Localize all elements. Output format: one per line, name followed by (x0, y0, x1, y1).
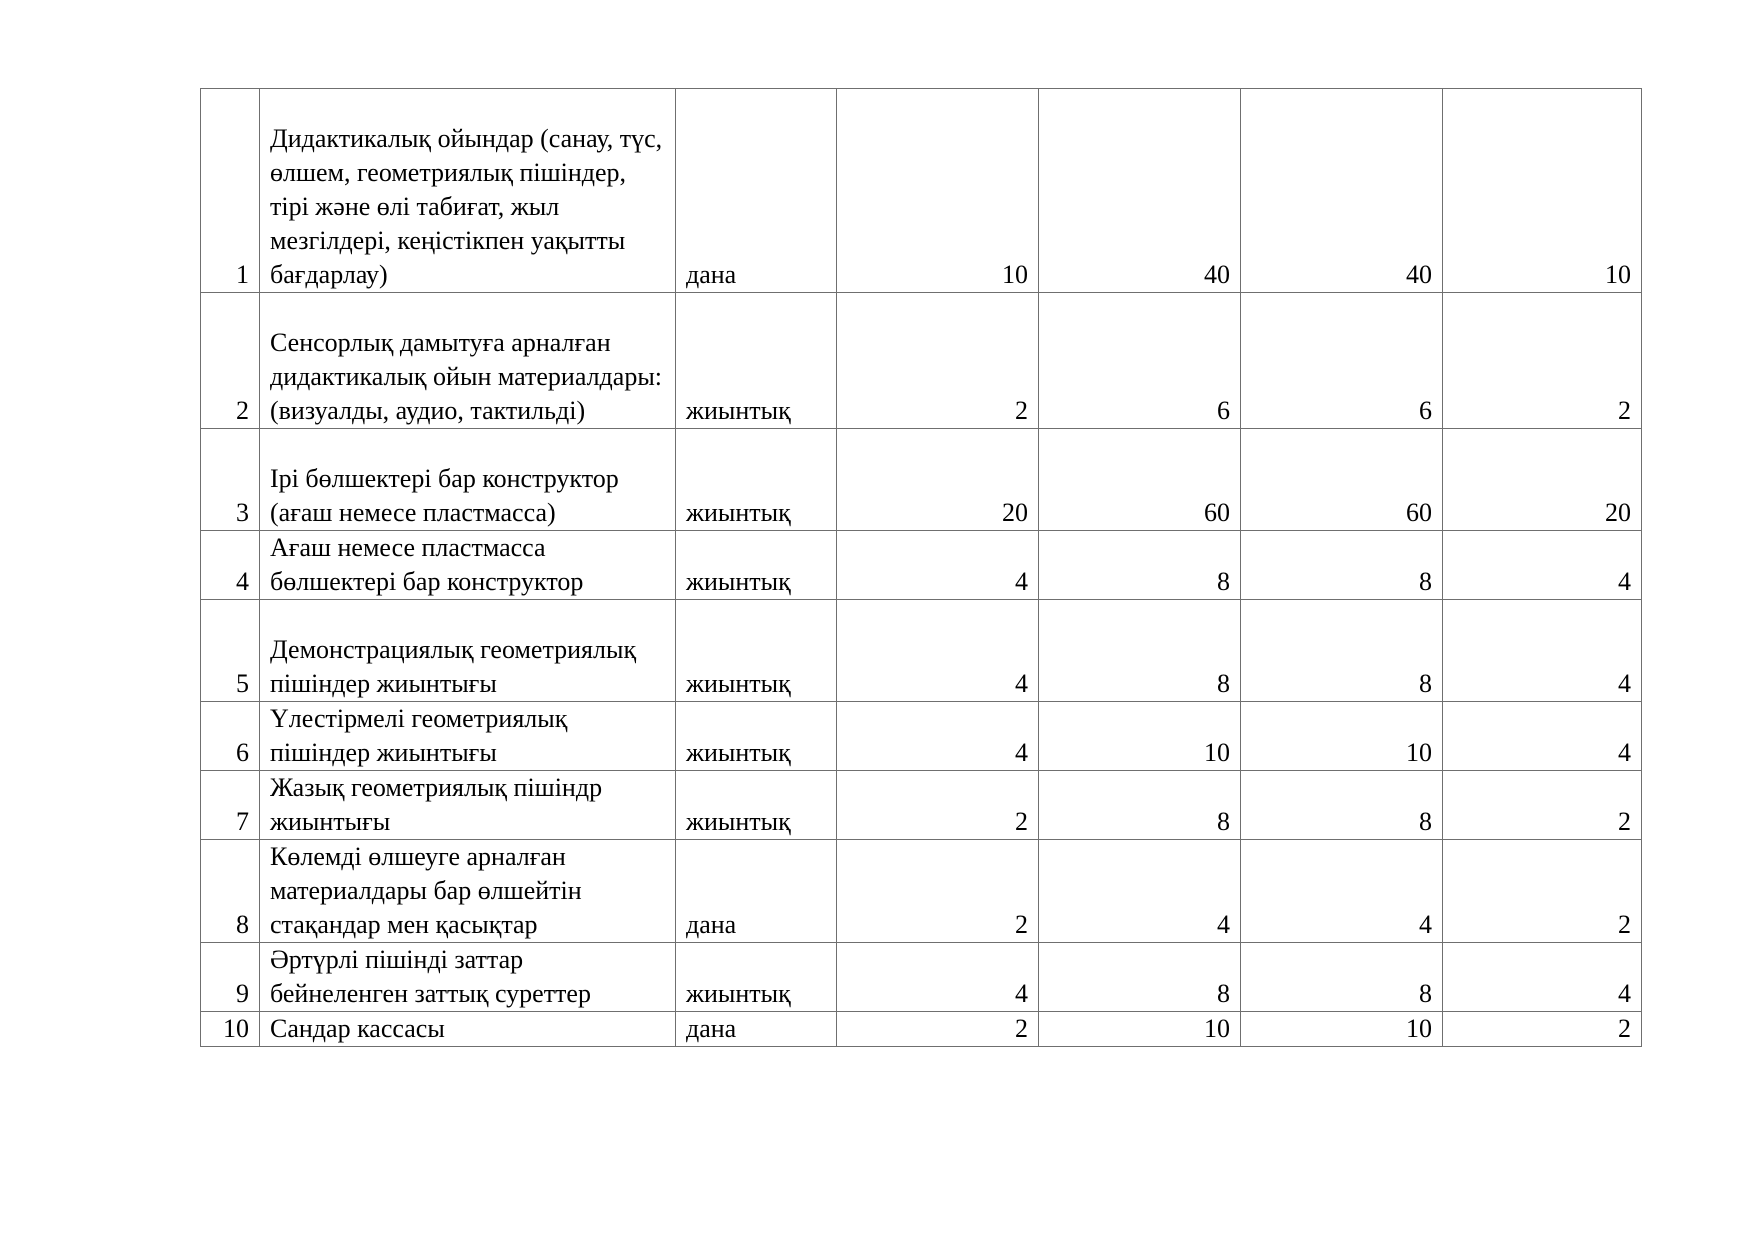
quantity-cell-2: 60 (1039, 429, 1241, 531)
item-name-cell: Үлестірмелі геометриялық пішіндер жиынтығы (260, 702, 676, 771)
quantity-cell-2: 6 (1039, 293, 1241, 429)
row-number-cell: 8 (201, 840, 260, 943)
unit-cell: жиынтық (676, 771, 837, 840)
quantity-cell-2: 8 (1039, 943, 1241, 1012)
quantity-cell-1: 4 (837, 600, 1039, 702)
quantity-cell-3: 4 (1241, 840, 1443, 943)
unit-cell: жиынтық (676, 600, 837, 702)
row-number-cell: 2 (201, 293, 260, 429)
item-name-cell: Ірі бөлшектері бар конструктор (ағаш немесе пластмасса) (260, 429, 676, 531)
table-row (201, 702, 1642, 771)
table-row (201, 89, 1642, 293)
unit-cell: дана (676, 840, 837, 943)
row-number-cell: 3 (201, 429, 260, 531)
quantity-cell-4: 10 (1443, 89, 1642, 293)
quantity-cell-3: 8 (1241, 531, 1443, 600)
quantity-cell-3: 8 (1241, 943, 1443, 1012)
inventory-table (200, 88, 1642, 1047)
item-name-cell: Әртүрлі пішінді заттар бейнеленген заттық суреттер (260, 943, 676, 1012)
unit-cell: дана (676, 89, 837, 293)
table-row (201, 429, 1642, 531)
item-name-cell: Көлемді өлшеуге арналған материалдары бар өлшейтін стақандар мен қасықтар (260, 840, 676, 943)
quantity-cell-3: 40 (1241, 89, 1443, 293)
item-name-cell: Демонстрациялық геометриялық пішіндер жиынтығы (260, 600, 676, 702)
quantity-cell-1: 2 (837, 771, 1039, 840)
quantity-cell-1: 4 (837, 531, 1039, 600)
table-row (201, 600, 1642, 702)
quantity-cell-2: 10 (1039, 702, 1241, 771)
quantity-cell-4: 2 (1443, 840, 1642, 943)
quantity-cell-3: 10 (1241, 1012, 1443, 1047)
unit-cell: жиынтық (676, 531, 837, 600)
quantity-cell-3: 8 (1241, 771, 1443, 840)
unit-cell: жиынтық (676, 293, 837, 429)
table-row (201, 840, 1642, 943)
quantity-cell-4: 4 (1443, 943, 1642, 1012)
row-number-cell: 7 (201, 771, 260, 840)
table-row (201, 943, 1642, 1012)
unit-cell: дана (676, 1012, 837, 1047)
row-number-cell: 9 (201, 943, 260, 1012)
unit-cell: жиынтық (676, 429, 837, 531)
quantity-cell-1: 4 (837, 943, 1039, 1012)
quantity-cell-3: 10 (1241, 702, 1443, 771)
table-row (201, 771, 1642, 840)
item-name-cell: Ағаш немесе пластмасса бөлшектері бар конструктор (260, 531, 676, 600)
quantity-cell-4: 4 (1443, 702, 1642, 771)
quantity-cell-4: 4 (1443, 600, 1642, 702)
quantity-cell-2: 8 (1039, 531, 1241, 600)
quantity-cell-1: 2 (837, 1012, 1039, 1047)
item-name-cell: Сандар кассасы (260, 1012, 676, 1047)
quantity-cell-2: 8 (1039, 771, 1241, 840)
quantity-cell-1: 10 (837, 89, 1039, 293)
unit-cell: жиынтық (676, 943, 837, 1012)
quantity-cell-1: 2 (837, 293, 1039, 429)
row-number-cell: 5 (201, 600, 260, 702)
unit-cell: жиынтық (676, 702, 837, 771)
quantity-cell-1: 4 (837, 702, 1039, 771)
quantity-cell-2: 8 (1039, 600, 1241, 702)
quantity-cell-3: 8 (1241, 600, 1443, 702)
quantity-cell-2: 40 (1039, 89, 1241, 293)
quantity-cell-4: 2 (1443, 771, 1642, 840)
quantity-cell-3: 6 (1241, 293, 1443, 429)
row-number-cell: 6 (201, 702, 260, 771)
quantity-cell-4: 20 (1443, 429, 1642, 531)
quantity-cell-1: 20 (837, 429, 1039, 531)
quantity-cell-4: 2 (1443, 293, 1642, 429)
quantity-cell-3: 60 (1241, 429, 1443, 531)
row-number-cell: 10 (201, 1012, 260, 1047)
table-row (201, 531, 1642, 600)
item-name-cell: Сенсорлық дамытуға арналған дидактикалық ойын материалдары: (визуалды, аудио, тактильді) (260, 293, 676, 429)
item-name-cell: Дидактикалық ойындар (санау, түс, өлшем, геометриялық пішіндер, тірі және өлі табиғат, жыл мезгілдері, кеңістікпен уақытты бағдарлау) (260, 89, 676, 293)
quantity-cell-2: 10 (1039, 1012, 1241, 1047)
quantity-cell-1: 2 (837, 840, 1039, 943)
table-row (201, 1012, 1642, 1047)
item-name-cell: Жазық геометриялық пішіндр жиынтығы (260, 771, 676, 840)
quantity-cell-4: 2 (1443, 1012, 1642, 1047)
row-number-cell: 4 (201, 531, 260, 600)
table-row (201, 293, 1642, 429)
quantity-cell-2: 4 (1039, 840, 1241, 943)
quantity-cell-4: 4 (1443, 531, 1642, 600)
row-number-cell: 1 (201, 89, 260, 293)
